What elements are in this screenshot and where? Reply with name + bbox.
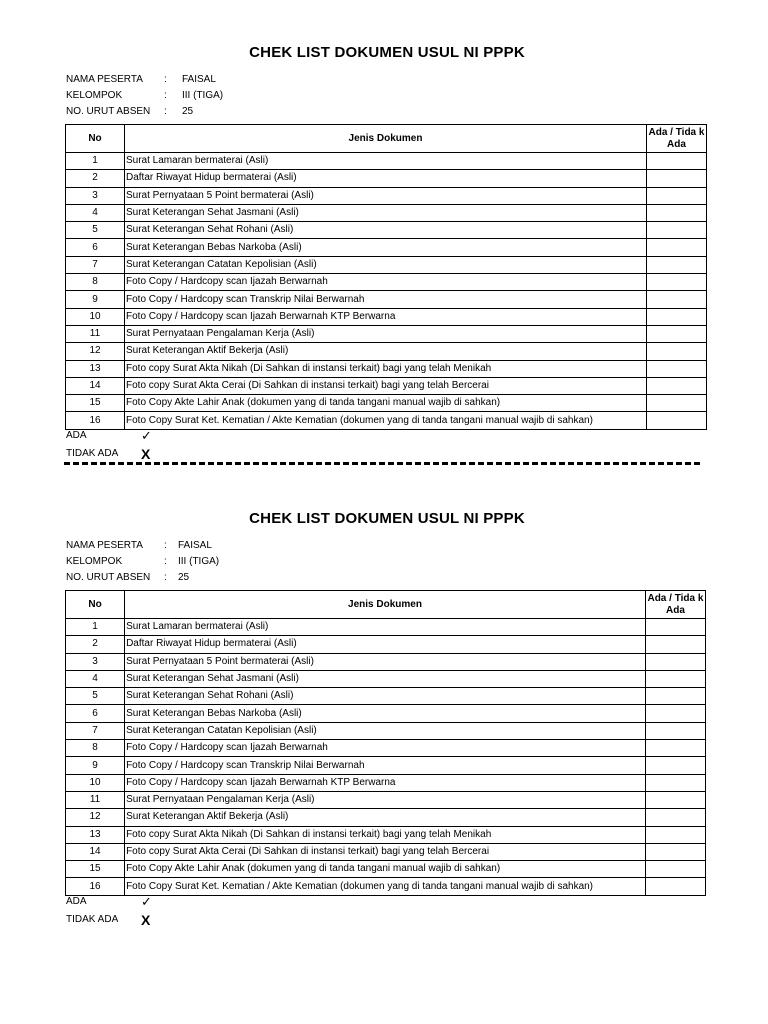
- row-number: 11: [66, 791, 125, 808]
- table-row: [66, 843, 706, 860]
- row-document-name: Foto Copy / Hardcopy scan Ijazah Berwarnah KTP Berwarna: [125, 774, 646, 791]
- table-row: [66, 274, 707, 291]
- table-row: [66, 256, 707, 273]
- cross-icon: X: [141, 446, 151, 462]
- row-document-name: Foto Copy / Hardcopy scan Ijazah Berwarnah: [125, 740, 646, 757]
- row-status-cell[interactable]: [647, 204, 707, 221]
- row-status-cell[interactable]: [647, 170, 707, 187]
- row-number: 1: [66, 619, 125, 636]
- row-number: 14: [66, 843, 125, 860]
- row-status-cell[interactable]: [647, 187, 707, 204]
- row-status-cell[interactable]: [645, 843, 705, 860]
- row-document-name: Foto Copy / Hardcopy scan Transkrip Nilai Berwarnah: [125, 291, 647, 308]
- table-row: [66, 619, 706, 636]
- legend-ada: [66, 428, 152, 444]
- table-header-row: [66, 125, 707, 153]
- table-row: [66, 757, 706, 774]
- row-status-cell[interactable]: [645, 670, 705, 687]
- row-document-name: Foto Copy Surat Ket. Kematian / Akte Kematian (dokumen yang di tanda tangani manual wajib di sahkan): [125, 878, 646, 895]
- row-status-cell[interactable]: [647, 308, 707, 325]
- row-number: 15: [66, 861, 125, 878]
- row-status-cell[interactable]: [645, 653, 705, 670]
- header-no: No: [66, 125, 125, 153]
- row-status-cell[interactable]: [647, 153, 707, 170]
- row-number: 12: [66, 809, 125, 826]
- row-status-cell[interactable]: [645, 861, 705, 878]
- row-status-cell[interactable]: [645, 636, 705, 653]
- table-row: [66, 826, 706, 843]
- info-colon: :: [164, 90, 167, 101]
- row-status-cell[interactable]: [647, 256, 707, 273]
- row-document-name: Surat Keterangan Sehat Jasmani (Asli): [125, 670, 646, 687]
- row-number: 7: [66, 722, 125, 739]
- row-document-name: Foto Copy / Hardcopy scan Transkrip Nilai Berwarnah: [125, 757, 646, 774]
- row-document-name: Surat Keterangan Catatan Kepolisian (Asli): [125, 722, 646, 739]
- info-label: NO. URUT ABSEN: [66, 106, 151, 117]
- table-row: [66, 291, 707, 308]
- row-document-name: Surat Pernyataan Pengalaman Kerja (Asli): [125, 325, 647, 342]
- header-no: No: [66, 591, 125, 619]
- info-value: 25: [182, 106, 194, 117]
- table-row: [66, 170, 707, 187]
- row-number: 7: [66, 256, 125, 273]
- row-status-cell[interactable]: [645, 740, 705, 757]
- row-document-name: Surat Pernyataan 5 Point bermaterai (Asli): [125, 653, 646, 670]
- legend-tidak-ada-label: TIDAK ADA: [66, 914, 119, 925]
- table-body: [66, 153, 707, 430]
- row-document-name: Foto copy Surat Akta Nikah (Di Sahkan di instansi terkait) bagi yang telah Menikah: [125, 826, 646, 843]
- row-number: 6: [66, 705, 125, 722]
- row-status-cell[interactable]: [645, 791, 705, 808]
- table-row: [66, 809, 706, 826]
- table-row: [66, 774, 706, 791]
- row-status-cell[interactable]: [647, 291, 707, 308]
- table-row: [66, 740, 706, 757]
- row-number: 9: [66, 291, 125, 308]
- row-number: 10: [66, 774, 125, 791]
- table-row: [66, 222, 707, 239]
- row-status-cell[interactable]: [647, 325, 707, 342]
- row-number: 14: [66, 377, 125, 394]
- table-row: [66, 343, 707, 360]
- row-status-cell[interactable]: [645, 705, 705, 722]
- table-row: [66, 239, 707, 256]
- row-document-name: Surat Keterangan Sehat Rohani (Asli): [125, 222, 647, 239]
- row-number: 16: [66, 412, 125, 429]
- info-value: III (TIGA): [182, 90, 224, 101]
- cross-icon: X: [141, 912, 151, 928]
- header-jenis-dokumen: Jenis Dokumen: [125, 591, 646, 619]
- table-row: [66, 153, 707, 170]
- row-status-cell[interactable]: [645, 878, 705, 895]
- legend-ada-label: ADA: [66, 896, 87, 907]
- row-number: 9: [66, 757, 125, 774]
- row-status-cell[interactable]: [647, 360, 707, 377]
- table-row: [66, 688, 706, 705]
- legend-tidak-ada: [66, 446, 151, 462]
- table-row: [66, 377, 707, 394]
- row-document-name: Surat Keterangan Aktif Bekerja (Asli): [125, 809, 646, 826]
- table-row: [66, 412, 707, 429]
- row-number: 12: [66, 343, 125, 360]
- row-document-name: Daftar Riwayat Hidup bermaterai (Asli): [125, 170, 647, 187]
- row-number: 13: [66, 360, 125, 377]
- info-label: NAMA PESERTA: [66, 74, 143, 85]
- info-colon: :: [164, 572, 167, 583]
- info-label: KELOMPOK: [66, 556, 123, 567]
- row-number: 5: [66, 222, 125, 239]
- legend-tidak-ada: [66, 912, 151, 928]
- checklist-table: [65, 590, 706, 896]
- row-number: 3: [66, 187, 125, 204]
- info-value: FAISAL: [178, 540, 212, 551]
- info-label: NAMA PESERTA: [66, 540, 143, 551]
- row-status-cell[interactable]: [647, 412, 707, 429]
- info-colon: :: [164, 74, 167, 85]
- row-number: 4: [66, 670, 125, 687]
- cut-line-divider: [64, 462, 700, 465]
- row-document-name: Foto copy Surat Akta Cerai (Di Sahkan di instansi terkait) bagi yang telah Bercerai: [125, 843, 646, 860]
- row-status-cell[interactable]: [647, 222, 707, 239]
- header-jenis-dokumen: Jenis Dokumen: [125, 125, 647, 153]
- table-row: [66, 636, 706, 653]
- table-row: [66, 722, 706, 739]
- legend-tidak-ada-label: TIDAK ADA: [66, 448, 119, 459]
- row-document-name: Foto copy Surat Akta Nikah (Di Sahkan di instansi terkait) bagi yang telah Menikah: [125, 360, 647, 377]
- table-row: [66, 360, 707, 377]
- table-row: [66, 308, 707, 325]
- row-document-name: Foto Copy Surat Ket. Kematian / Akte Kematian (dokumen yang di tanda tangani manual wajib di sahkan): [125, 412, 647, 429]
- row-number: 13: [66, 826, 125, 843]
- header-ada-tidak-ada: Ada / Tida k Ada: [645, 591, 705, 619]
- row-number: 3: [66, 653, 125, 670]
- info-label: KELOMPOK: [66, 90, 123, 101]
- row-document-name: Daftar Riwayat Hidup bermaterai (Asli): [125, 636, 646, 653]
- row-number: 10: [66, 308, 125, 325]
- row-document-name: Foto Copy / Hardcopy scan Ijazah Berwarnah: [125, 274, 647, 291]
- row-status-cell[interactable]: [645, 722, 705, 739]
- info-colon: :: [164, 556, 167, 567]
- header-ada-tidak-ada: Ada / Tida k Ada: [647, 125, 707, 153]
- info-colon: :: [164, 540, 167, 551]
- row-status-cell[interactable]: [647, 343, 707, 360]
- row-status-cell[interactable]: [647, 377, 707, 394]
- row-number: 1: [66, 153, 125, 170]
- info-label: NO. URUT ABSEN: [66, 572, 151, 583]
- checkmark-icon: ✓: [141, 894, 152, 909]
- table-row: [66, 325, 707, 342]
- row-status-cell[interactable]: [647, 395, 707, 412]
- row-status-cell[interactable]: [645, 826, 705, 843]
- row-number: 15: [66, 395, 125, 412]
- table-row: [66, 670, 706, 687]
- table-header-row: [66, 591, 706, 619]
- table-row: [66, 791, 706, 808]
- legend-ada-label: ADA: [66, 430, 87, 441]
- row-status-cell[interactable]: [645, 809, 705, 826]
- table-row: [66, 204, 707, 221]
- table-row: [66, 653, 706, 670]
- row-number: 6: [66, 239, 125, 256]
- row-document-name: Surat Keterangan Aktif Bekerja (Asli): [125, 343, 647, 360]
- row-status-cell[interactable]: [645, 774, 705, 791]
- row-number: 8: [66, 740, 125, 757]
- row-status-cell[interactable]: [647, 274, 707, 291]
- row-document-name: Surat Keterangan Catatan Kepolisian (Asli): [125, 256, 647, 273]
- table-row: [66, 861, 706, 878]
- checkmark-icon: ✓: [141, 428, 152, 443]
- table-body: [66, 619, 706, 896]
- row-status-cell[interactable]: [645, 688, 705, 705]
- info-value: 25: [178, 572, 190, 583]
- document-title: CHEK LIST DOKUMEN USUL NI PPPK: [249, 510, 525, 527]
- row-document-name: Surat Lamaran bermaterai (Asli): [125, 153, 647, 170]
- table-row: [66, 878, 706, 895]
- row-document-name: Surat Lamaran bermaterai (Asli): [125, 619, 646, 636]
- legend-ada: [66, 894, 152, 910]
- row-number: 8: [66, 274, 125, 291]
- row-number: 5: [66, 688, 125, 705]
- row-number: 2: [66, 636, 125, 653]
- row-status-cell[interactable]: [647, 239, 707, 256]
- info-colon: :: [164, 106, 167, 117]
- table-row: [66, 395, 707, 412]
- info-value: III (TIGA): [178, 556, 220, 567]
- row-document-name: Foto Copy Akte Lahir Anak (dokumen yang di tanda tangani manual wajib di sahkan): [125, 861, 646, 878]
- row-document-name: Surat Keterangan Sehat Rohani (Asli): [125, 688, 646, 705]
- table-row: [66, 705, 706, 722]
- row-document-name: Surat Keterangan Bebas Narkoba (Asli): [125, 239, 647, 256]
- row-number: 2: [66, 170, 125, 187]
- row-document-name: Foto Copy / Hardcopy scan Ijazah Berwarnah KTP Berwarna: [125, 308, 647, 325]
- row-document-name: Surat Keterangan Bebas Narkoba (Asli): [125, 705, 646, 722]
- row-document-name: Surat Keterangan Sehat Jasmani (Asli): [125, 204, 647, 221]
- row-number: 4: [66, 204, 125, 221]
- table-row: [66, 187, 707, 204]
- row-status-cell[interactable]: [645, 619, 705, 636]
- row-status-cell[interactable]: [645, 757, 705, 774]
- row-document-name: Surat Pernyataan Pengalaman Kerja (Asli): [125, 791, 646, 808]
- checklist-table: [65, 124, 707, 430]
- row-document-name: Foto Copy Akte Lahir Anak (dokumen yang di tanda tangani manual wajib di sahkan): [125, 395, 647, 412]
- row-number: 11: [66, 325, 125, 342]
- info-value: FAISAL: [182, 74, 216, 85]
- row-document-name: Surat Pernyataan 5 Point bermaterai (Asli): [125, 187, 647, 204]
- row-document-name: Foto copy Surat Akta Cerai (Di Sahkan di instansi terkait) bagi yang telah Bercerai: [125, 377, 647, 394]
- row-number: 16: [66, 878, 125, 895]
- document-title: CHEK LIST DOKUMEN USUL NI PPPK: [249, 44, 525, 61]
